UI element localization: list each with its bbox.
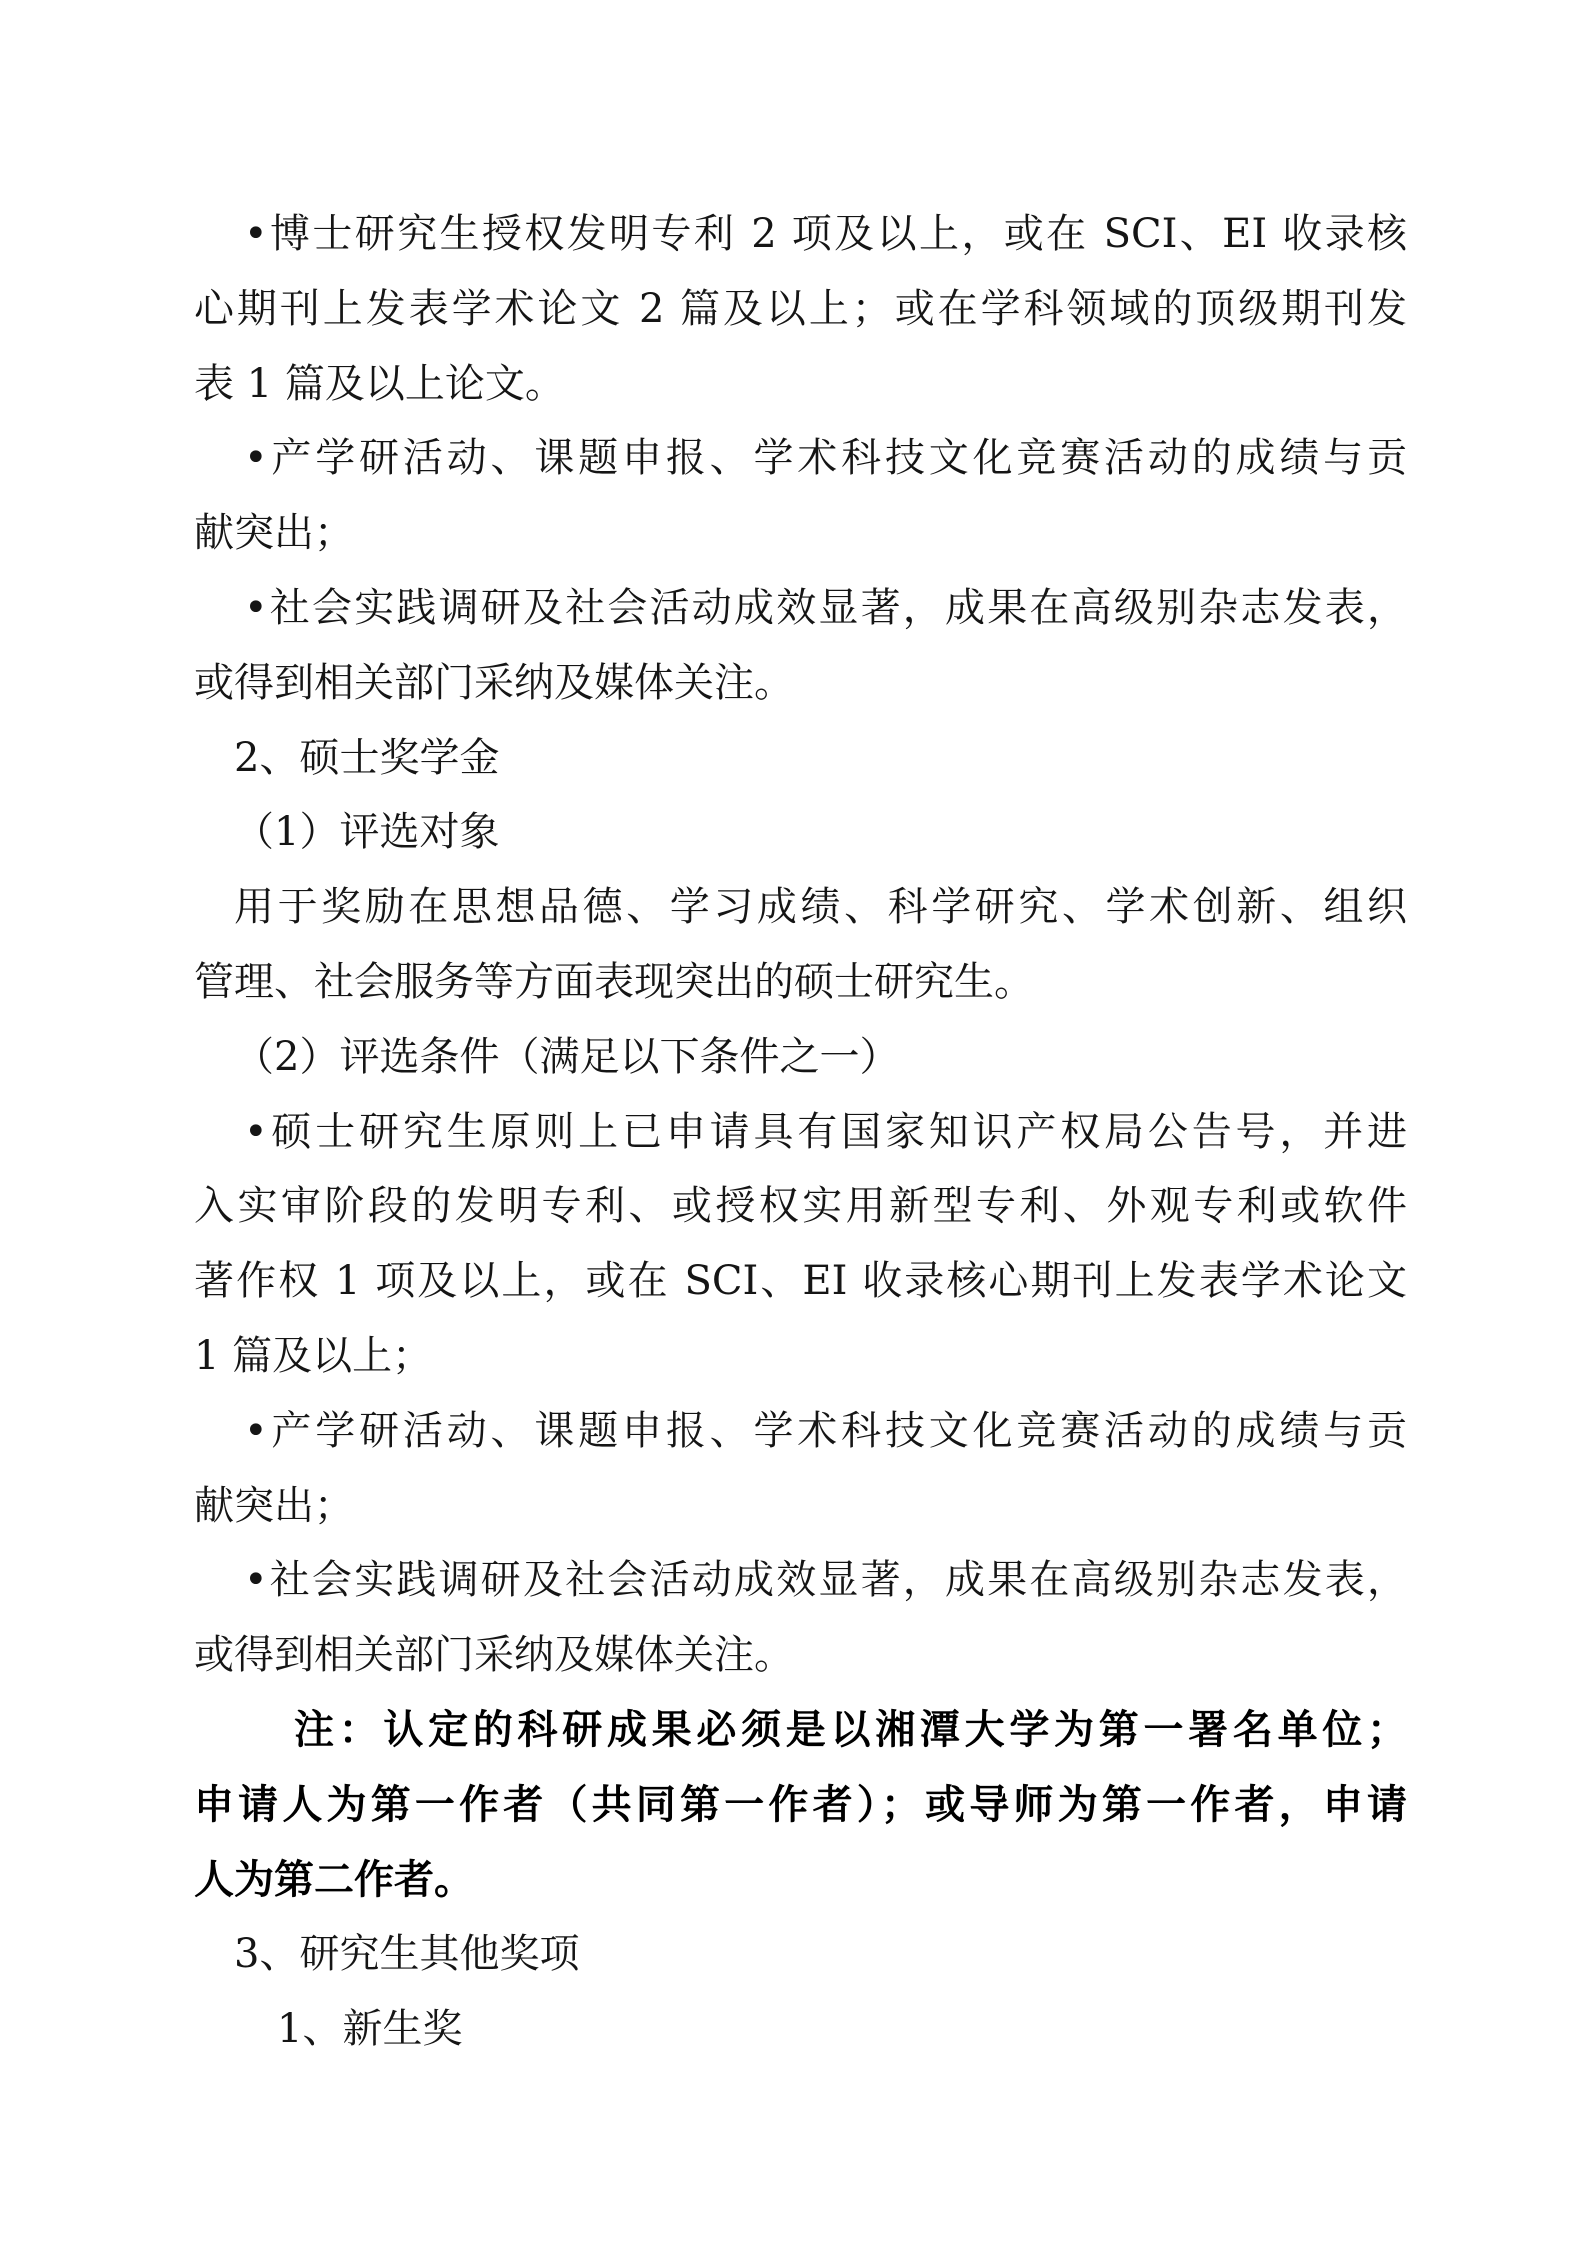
paragraph-line: 著作权 1 项及以上，或在 SCI、EI 收录核心期刊上发表学术论文 xyxy=(194,1258,1407,1305)
paragraph-line: 用于奖励在思想品德、学习成绩、科学研究、学术创新、组织 xyxy=(234,884,1407,931)
paragraph-line: 或得到相关部门采纳及媒体关注。 xyxy=(194,1632,794,1679)
bullet-line: •社会实践调研及社会活动成效显著，成果在高级别杂志发表， xyxy=(244,584,1407,631)
note-line: 人为第二作者。 xyxy=(194,1855,474,1903)
bullet-line: •硕士研究生原则上已申请具有国家知识产权局公告号，并进 xyxy=(244,1108,1407,1155)
section-heading: 3、研究生其他奖项 xyxy=(234,1931,580,1978)
subsection-heading: （2）评选条件（满足以下条件之一） xyxy=(234,1033,900,1080)
bullet-line: •博士研究生授权发明专利 2 项及以上，或在 SCI、EI 收录核 xyxy=(244,211,1407,257)
document-body xyxy=(194,197,1407,2067)
bullet-line: •社会实践调研及社会活动成效显著，成果在高级别杂志发表， xyxy=(244,1557,1407,1604)
paragraph-line: 献突出； xyxy=(194,510,354,557)
paragraph-line: 表 1 篇及以上论文。 xyxy=(194,360,565,407)
paragraph-line: 或得到相关部门采纳及媒体关注。 xyxy=(194,659,794,706)
note-line: 申请人为第一作者（共同第一作者）；或导师为第一作者，申请 xyxy=(194,1780,1407,1828)
paragraph-line: 献突出； xyxy=(194,1482,354,1529)
bullet-line: •产学研活动、课题申报、学术科技文化竞赛活动的成绩与贡 xyxy=(244,435,1407,482)
paragraph-line: 入实审阶段的发明专利、或授权实用新型专利、外观专利或软件 xyxy=(194,1183,1407,1230)
paragraph-line: 1 篇及以上； xyxy=(194,1332,433,1379)
subsection-heading: （1）评选对象 xyxy=(234,809,500,856)
subsection-heading: 1、新生奖 xyxy=(277,2006,463,2053)
paragraph-line: 管理、社会服务等方面表现突出的硕士研究生。 xyxy=(194,958,1034,1005)
section-heading: 2、硕士奖学金 xyxy=(234,734,500,781)
bullet-line: •产学研活动、课题申报、学术科技文化竞赛活动的成绩与贡 xyxy=(244,1407,1407,1454)
paragraph-line: 心期刊上发表学术论文 2 篇及以上；或在学科领域的顶级期刊发 xyxy=(194,285,1407,332)
note-line: 注：认定的科研成果必须是以湘潭大学为第一署名单位； xyxy=(294,1705,1407,1753)
